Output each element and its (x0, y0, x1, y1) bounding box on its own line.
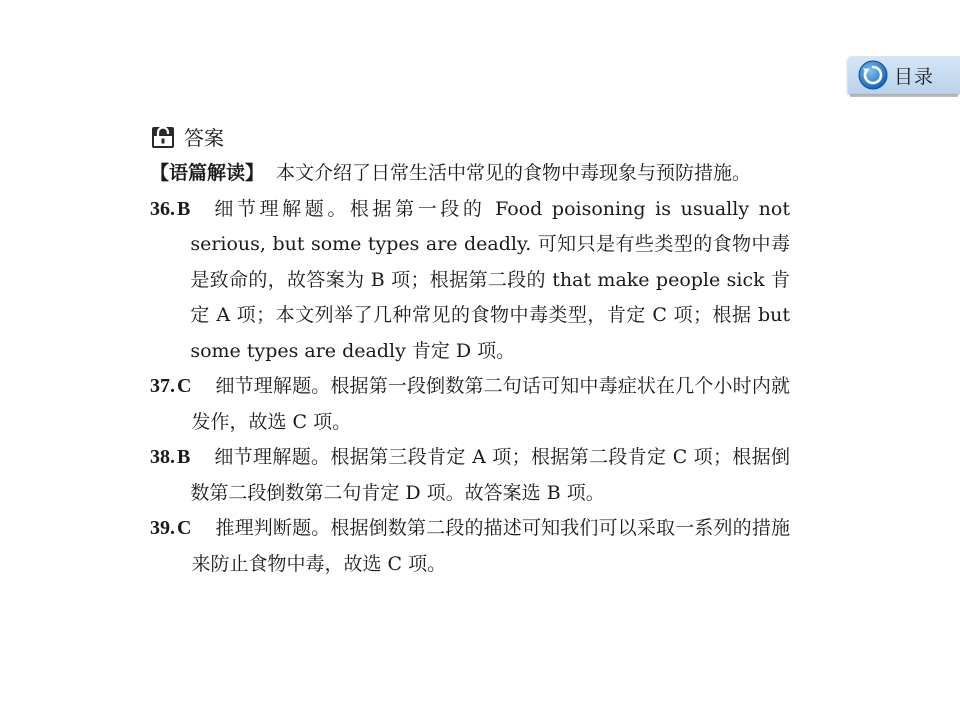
answer-letter: B (177, 446, 191, 468)
question-number: 37. C (150, 375, 192, 397)
reading-intro (150, 156, 790, 192)
answer-item-37 (150, 369, 790, 440)
back-arrow-icon (858, 60, 888, 90)
question-number: 39. C (150, 517, 192, 539)
explanation-text: 根据第一段的 Food poisoning is usually not serious, but some types are deadly. 可知只是有些类型的食物中毒是致命的，故答案为 B 项；根据第二段的 that make people sick 肯定 A 项；本文列举了几种常见的食物中毒类型，肯定 C 项；根据 but some types are deadly 肯定 D 项。 (190, 197, 790, 362)
answer-letter: C (177, 517, 192, 539)
question-number: 38. B (150, 446, 191, 468)
answer-item-36 (150, 192, 790, 370)
intro-label: 【语篇解读】 (150, 162, 265, 184)
explanation-text: 根据第三段肯定 A 项；根据第二段肯定 C 项；根据倒数第二段倒数第二句肯定 D 项。故答案选 B 项。 (190, 446, 790, 504)
answer-item-39 (150, 511, 790, 582)
table-of-contents-label: 目录 (894, 65, 935, 88)
question-type: 细节理解题。 (214, 197, 350, 220)
answer-explanation (191, 369, 790, 440)
answer-letter: B (177, 197, 191, 220)
question-type: 推理判断题。 (215, 517, 331, 539)
question-number: 36. B (150, 197, 191, 220)
answer-content (150, 156, 790, 582)
lock-icon (150, 124, 176, 150)
table-of-contents-button[interactable] (848, 56, 960, 94)
question-type: 细节理解题。 (214, 446, 331, 468)
answer-title: 答案 (184, 126, 224, 150)
answer-explanation (190, 440, 790, 511)
answer-explanation (191, 511, 790, 582)
explanation-text: 根据倒数第二段的描述可知我们可以采取一系列的措施来防止食物中毒，故选 C 项。 (191, 517, 790, 575)
answer-heading (150, 122, 224, 151)
intro-text: 本文介绍了日常生活中常见的食物中毒现象与预防措施。 (276, 162, 752, 184)
answer-explanation (190, 192, 790, 370)
explanation-text: 根据第一段倒数第二句话可知中毒症状在几个小时内就发作，故选 C 项。 (191, 375, 790, 433)
answer-item-38 (150, 440, 790, 511)
question-type: 细节理解题。 (215, 375, 331, 397)
answer-letter: C (177, 375, 192, 397)
